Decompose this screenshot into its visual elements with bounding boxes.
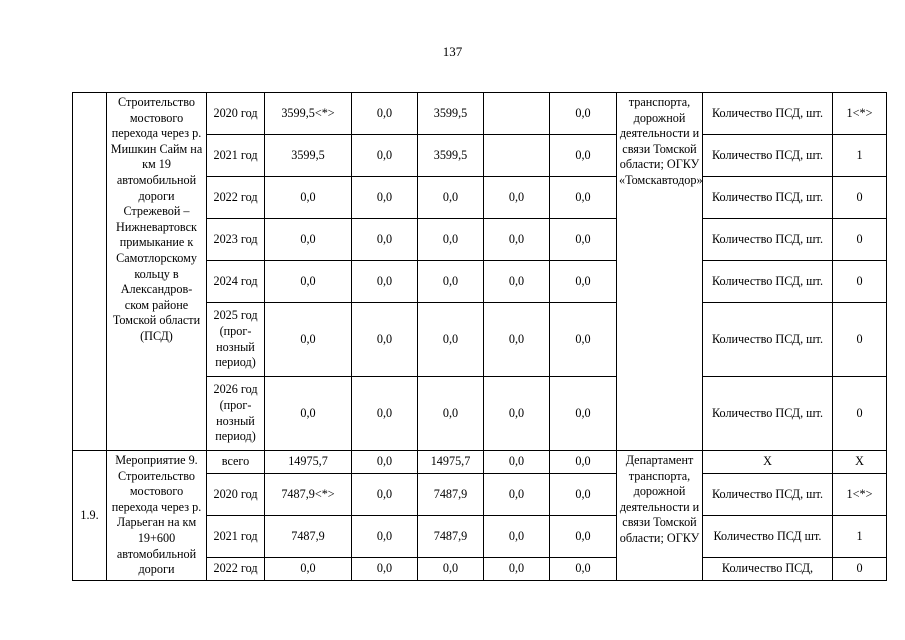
indicator-value-cell: 0 (833, 219, 887, 261)
indicator-value-cell: 0 (833, 177, 887, 219)
local-cell: 0,0 (484, 558, 550, 581)
indicator-cell: Количество ПСД, (703, 558, 833, 581)
total-cell: 0,0 (265, 261, 352, 303)
federal-cell: 0,0 (352, 516, 418, 558)
indicator-value-cell: 0 (833, 303, 887, 377)
indicator-value-cell: Х (833, 451, 887, 474)
federal-cell: 0,0 (352, 451, 418, 474)
indicator-value-cell: 0 (833, 261, 887, 303)
other-cell: 0,0 (550, 451, 617, 474)
year-cell: всего (207, 451, 265, 474)
indicator-value-cell: 0 (833, 377, 887, 451)
federal-cell: 0,0 (352, 474, 418, 516)
indicator-value-cell: 1<*> (833, 93, 887, 135)
page-number: 137 (442, 44, 463, 59)
indicator-cell: Количество ПСД, шт. (703, 219, 833, 261)
indicator-cell: Количество ПСД, шт. (703, 377, 833, 451)
year-cell: 2021 год (207, 516, 265, 558)
indicator-value-cell: 1 (833, 135, 887, 177)
table-row (73, 451, 887, 474)
indicator-value-cell: 0 (833, 558, 887, 581)
regional-cell: 7487,9 (418, 474, 484, 516)
local-cell: 0,0 (484, 303, 550, 377)
indicator-cell: Количество ПСД шт. (703, 516, 833, 558)
federal-cell: 0,0 (352, 219, 418, 261)
other-cell: 0,0 (550, 303, 617, 377)
program-table (72, 92, 887, 581)
total-cell: 0,0 (265, 303, 352, 377)
other-cell: 0,0 (550, 177, 617, 219)
other-cell: 0,0 (550, 135, 617, 177)
indicator-value-cell: 1 (833, 516, 887, 558)
federal-cell: 0,0 (352, 558, 418, 581)
other-cell: 0,0 (550, 377, 617, 451)
total-cell: 3599,5 (265, 135, 352, 177)
local-cell (484, 135, 550, 177)
federal-cell: 0,0 (352, 177, 418, 219)
total-cell: 0,0 (265, 558, 352, 581)
regional-cell: 0,0 (418, 177, 484, 219)
indicator-cell: Количество ПСД, шт. (703, 93, 833, 135)
other-cell: 0,0 (550, 261, 617, 303)
federal-cell: 0,0 (352, 135, 418, 177)
year-cell: 2022 год (207, 558, 265, 581)
total-cell: 0,0 (265, 177, 352, 219)
responsible-executor: транспорта, дорожной деятельности и связи Томской области; ОГКУ «Томскавтодор» (617, 93, 703, 451)
indicator-cell: Количество ПСД, шт. (703, 135, 833, 177)
total-cell: 0,0 (265, 377, 352, 451)
other-cell: 0,0 (550, 558, 617, 581)
year-cell: 2025 год (прог-нозный период) (207, 303, 265, 377)
row-index (73, 93, 107, 451)
regional-cell: 3599,5 (418, 135, 484, 177)
indicator-cell: Количество ПСД, шт. (703, 474, 833, 516)
indicator-cell: Количество ПСД, шт. (703, 177, 833, 219)
regional-cell: 0,0 (418, 303, 484, 377)
row-index: 1.9. (73, 451, 107, 581)
regional-cell: 3599,5 (418, 93, 484, 135)
local-cell: 0,0 (484, 219, 550, 261)
federal-cell: 0,0 (352, 303, 418, 377)
indicator-cell: Х (703, 451, 833, 474)
total-cell: 0,0 (265, 219, 352, 261)
indicator-cell: Количество ПСД, шт. (703, 261, 833, 303)
federal-cell: 0,0 (352, 93, 418, 135)
year-cell: 2024 год (207, 261, 265, 303)
responsible-executor: Департамент транспорта, дорожной деятельности и связи Томской области; ОГКУ (617, 451, 703, 581)
year-cell: 2020 год (207, 474, 265, 516)
total-cell: 3599,5<*> (265, 93, 352, 135)
year-cell: 2023 год (207, 219, 265, 261)
year-cell: 2026 год (прог-нозный период) (207, 377, 265, 451)
other-cell: 0,0 (550, 219, 617, 261)
year-cell: 2020 год (207, 93, 265, 135)
local-cell: 0,0 (484, 377, 550, 451)
year-cell: 2022 год (207, 177, 265, 219)
regional-cell: 7487,9 (418, 516, 484, 558)
federal-cell: 0,0 (352, 377, 418, 451)
table-row (73, 93, 887, 135)
other-cell: 0,0 (550, 474, 617, 516)
local-cell: 0,0 (484, 261, 550, 303)
regional-cell: 0,0 (418, 377, 484, 451)
other-cell: 0,0 (550, 93, 617, 135)
regional-cell: 14975,7 (418, 451, 484, 474)
total-cell: 14975,7 (265, 451, 352, 474)
indicator-value-cell: 1<*> (833, 474, 887, 516)
total-cell: 7487,9<*> (265, 474, 352, 516)
year-cell: 2021 год (207, 135, 265, 177)
regional-cell: 0,0 (418, 219, 484, 261)
local-cell: 0,0 (484, 474, 550, 516)
local-cell: 0,0 (484, 516, 550, 558)
other-cell: 0,0 (550, 516, 617, 558)
federal-cell: 0,0 (352, 261, 418, 303)
local-cell: 0,0 (484, 451, 550, 474)
total-cell: 7487,9 (265, 516, 352, 558)
regional-cell: 0,0 (418, 261, 484, 303)
local-cell (484, 93, 550, 135)
activity-description: Мероприятие 9. Строительство мостового перехода через р. Ларьеган на км 19+600 автомобильной дороги (107, 451, 207, 581)
regional-cell: 0,0 (418, 558, 484, 581)
activity-description: Строительство мостового перехода через р. Мишкин Сайм на км 19 автомобильной дороги Стрежевой – Нижневартовск примыкание к Самотлорскому кольцу в Александров-ском районе Томской области (ПСД) (107, 93, 207, 451)
local-cell: 0,0 (484, 177, 550, 219)
indicator-cell: Количество ПСД, шт. (703, 303, 833, 377)
